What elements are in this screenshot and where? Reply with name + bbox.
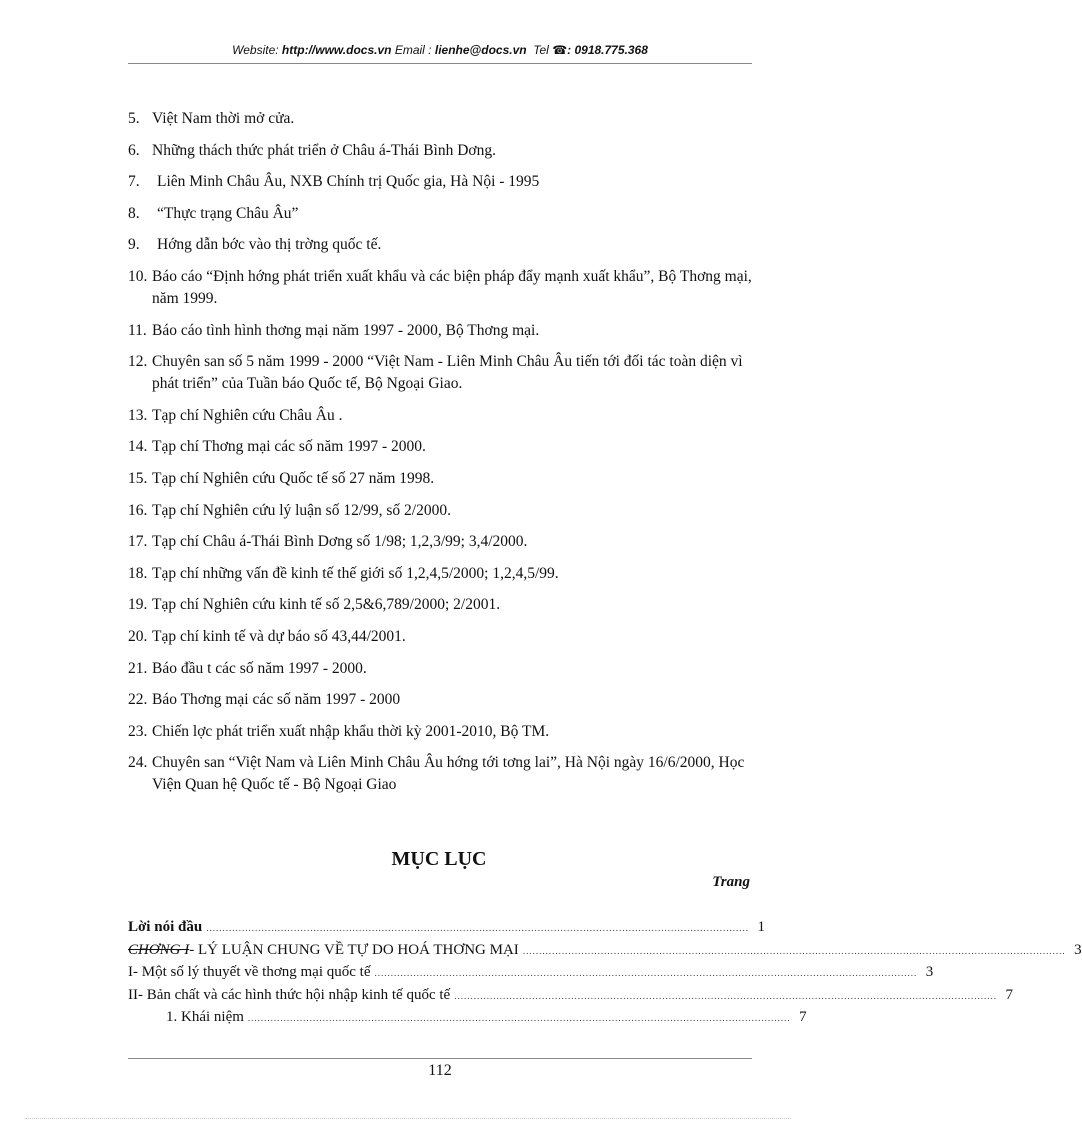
toc-entry[interactable]: Lời nói đầu ....................................................................................................................................................................... 1 (128, 919, 765, 935)
website-label: Website: (232, 43, 279, 57)
reference-item: 10. Báo cáo “Định hớng phát triển xuất khẩu và các biện pháp đẩy mạnh xuất khẩu”, Bộ Thơng mại, năm 1999. (128, 267, 752, 307)
reference-item: 21. Báo đầu t các số năm 1997 - 2000. (128, 659, 367, 677)
reference-item: 6. Những thách thức phát triển ở Châu á-Thái Bình Dơng. (128, 141, 496, 159)
reference-item: 23. Chiến lợc phát triển xuất nhập khẩu thời kỳ 2001-2010, Bộ TM. (128, 722, 550, 740)
tel-number: : 0918.775.368 (567, 43, 648, 57)
table-of-contents (128, 919, 1082, 1032)
header-rule (128, 63, 752, 64)
reference-item: 18. Tạp chí những vấn đề kinh tế thế giới số 1,2,4,5/2000; 1,2,4,5/99. (128, 564, 559, 582)
reference-item: 13. Tạp chí Nghiên cứu Châu Âu . (128, 406, 343, 424)
email-label: Email : (394, 43, 432, 57)
reference-item: 5. Việt Nam thời mở cửa. (128, 110, 295, 127)
reference-item: 12. Chuyên san số 5 năm 1999 - 2000 “Việt Nam - Liên Minh Châu Âu tiến tới đối tác toàn diện vì phát triển” của Tuần báo Quốc tế, Bộ Ngoại Giao. (128, 353, 743, 393)
reference-item: 11. Báo cáo tình hình thơng mại năm 1997 - 2000, Bộ Thơng mại. (128, 321, 540, 339)
toc-entry[interactable]: 1. Khái niệm ....................................................................................................................................................................... 7 (166, 1009, 807, 1025)
reference-item: 14. Tạp chí Thơng mại các số năm 1997 - 2000. (128, 438, 426, 456)
toc-page-column-label: Trang (712, 874, 750, 890)
page-bottom-border (25, 1118, 791, 1119)
toc-entry[interactable]: CHƠNG I- LÝ LUẬN CHUNG VỀ TỰ DO HOÁ THƠNG MẠI ....................................................................................................................................................................... 3 (128, 941, 1082, 958)
toc-entry[interactable]: I- Một số lý thuyết về thơng mại quốc tế ....................................................................................................................................................................... 3 (128, 964, 934, 980)
reference-item: 24. Chuyên san “Việt Nam và Liên Minh Châu Âu hớng tới tơng lai”, Hà Nội ngày 16/6/2000, Học Viện Quan hệ Quốc tế - Bộ Ngoại Giao (128, 754, 745, 794)
reference-item: 22. Báo Thơng mại các số năm 1997 - 2000 (128, 691, 401, 709)
reference-item: 15. Tạp chí Nghiên cứu Quốc tế số 27 năm 1998. (128, 469, 435, 487)
page-number: 112 (428, 1062, 452, 1079)
reference-item: 20. Tạp chí kinh tế và dự báo số 43,44/2001. (128, 627, 406, 645)
tel-label: Tel (533, 43, 549, 57)
reference-list (128, 108, 754, 806)
phone-icon: ☎ (552, 43, 568, 57)
reference-item: 17. Tạp chí Châu á-Thái Bình Dơng số 1/98; 1,2,3/99; 3,4/2000. (128, 533, 528, 551)
reference-item: 7. Liên Minh Châu Âu, NXB Chính trị Quốc gia, Hà Nội - 1995 (128, 173, 540, 191)
reference-item: 16. Tạp chí Nghiên cứu lý luận số 12/99, số 2/2000. (128, 501, 451, 519)
toc-entry[interactable]: II- Bản chất và các hình thức hội nhập kinh tế quốc tế ....................................................................................................................................................................... 7 (128, 986, 1013, 1003)
reference-item: 8. “Thực trạng Châu Âu” (128, 204, 299, 222)
reference-item: 9. Hớng dẫn bớc vào thị trờng quốc tế. (128, 236, 382, 254)
email-address[interactable]: lienhe@docs.vn (434, 43, 527, 57)
toc-title: MỤC LỤC (391, 848, 487, 870)
reference-item: 19. Tạp chí Nghiên cứu kinh tế số 2,5&6,789/2000; 2/2001. (128, 596, 501, 614)
website-url[interactable]: http://www.docs.vn (281, 43, 392, 57)
footer-rule (128, 1058, 752, 1059)
page-header (128, 43, 752, 57)
